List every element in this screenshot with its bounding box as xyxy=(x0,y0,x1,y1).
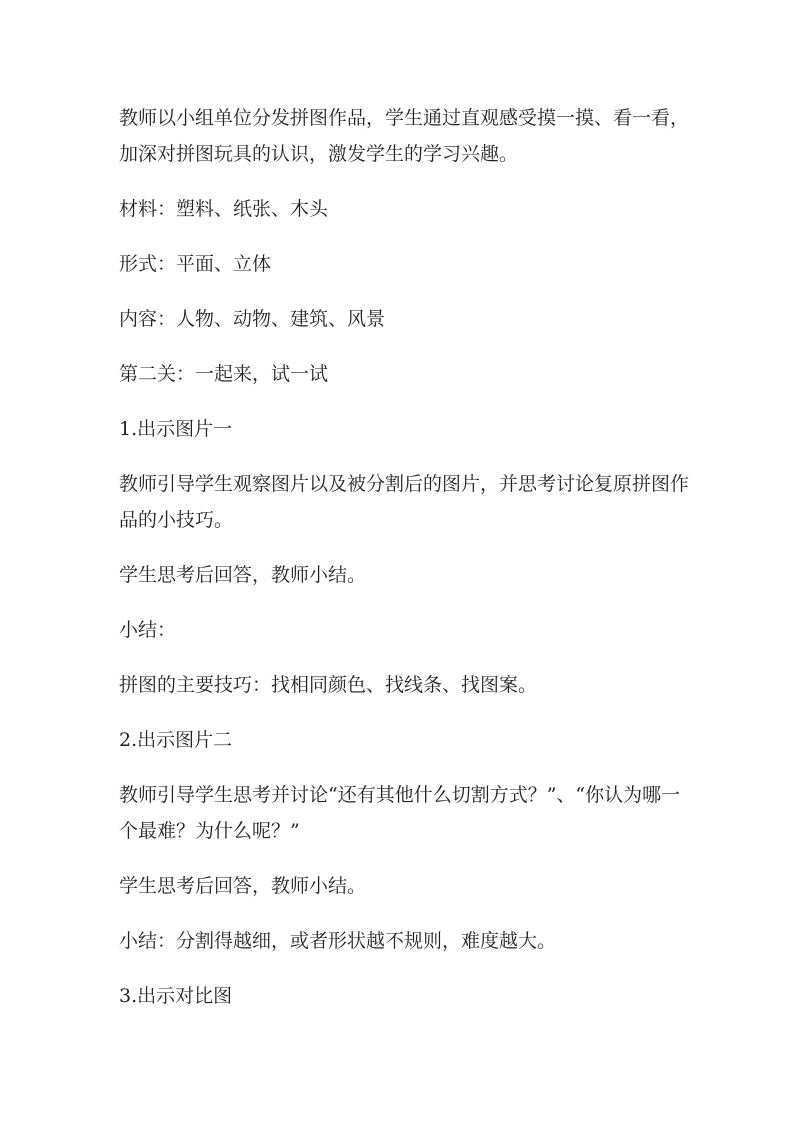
paragraph-summary-label: 小结： xyxy=(119,619,177,641)
section-heading-level-two: 第二关：一起来，试一试 xyxy=(119,363,329,385)
paragraph-answer-1: 学生思考后回答，教师小结。 xyxy=(119,564,367,586)
paragraph-guide-discuss: 教师引导学生思考并讨论“还有其他什么切割方式？”、“你认为哪一个最难？为什么呢？” xyxy=(119,784,681,842)
paragraph-materials: 材料：塑料、纸张、木头 xyxy=(119,198,329,220)
step-heading-1: 1.出示图片一 xyxy=(119,418,233,440)
paragraph-tips: 拼图的主要技巧：找相同颜色、找线条、找图案。 xyxy=(119,674,538,696)
paragraph-summary-difficulty: 小结：分割得越细，或者形状越不规则，难度越大。 xyxy=(119,930,557,952)
paragraph-contents: 内容：人物、动物、建筑、风景 xyxy=(119,308,386,330)
paragraph-forms: 形式：平面、立体 xyxy=(119,253,272,275)
paragraph-answer-2: 学生思考后回答，教师小结。 xyxy=(119,875,367,897)
paragraph-guide-observe: 教师引导学生观察图片以及被分割后的图片，并思考讨论复原拼图作品的小技巧。 xyxy=(119,473,690,531)
step-heading-3: 3.出示对比图 xyxy=(119,985,233,1007)
document-body xyxy=(119,100,699,1014)
step-heading-2: 2.出示图片二 xyxy=(119,729,233,751)
paragraph-intro: 教师以小组单位分发拼图作品，学生通过直观感受摸一摸、看一看，加深对拼图玩具的认识，激发学生的学习兴趣。 xyxy=(119,107,690,165)
